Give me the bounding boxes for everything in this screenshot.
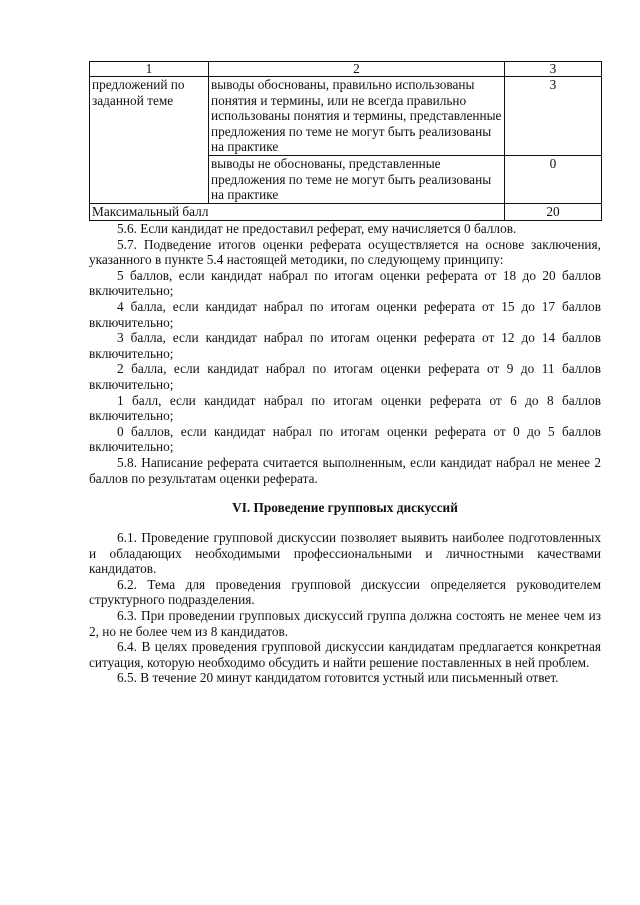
table-header-row: [90, 62, 602, 77]
table-header-cell: 1: [90, 62, 209, 77]
section-6-title-block: [89, 500, 601, 516]
paragraph: 6.5. В течение 20 минут кандидатом готовится устный или письменный ответ.: [117, 670, 559, 686]
table-row: [90, 77, 602, 156]
criterion-cell: предложений по заданной теме: [90, 77, 209, 204]
paragraph: 5.7. Подведение итогов оценки реферата осуществляется на основе заключения, указанного в пункте 5.4 настоящей методики, по следующему принципу:: [89, 236, 601, 268]
table-header-cell: 2: [209, 62, 505, 77]
paragraph: 5.8. Написание реферата считается выполненным, если кандидат набрал не менее 2 баллов по результатам оценки реферата.: [89, 454, 601, 486]
max-score-label: Максимальный балл: [90, 203, 505, 220]
score-table: [89, 61, 602, 221]
paragraph: 6.1. Проведение групповой дискуссии позволяет выявить наиболее подготовленных и обладающих необходимыми профессиональными и личностными качествами кандидатов.: [89, 530, 601, 577]
section-5-text: [89, 221, 601, 486]
max-score-value: 20: [505, 203, 602, 220]
paragraph: 6.3. При проведении групповых дискуссий группа должна состоять не менее чем из 2, но не более чем из 8 кандидатов.: [89, 607, 601, 639]
paragraph: 4 балла, если кандидат набрал по итогам оценки реферата от 15 до 17 баллов включительно;: [89, 298, 601, 330]
description-cell: выводы обоснованы, правильно использованы понятия и термины, или не всегда правильно использованы понятия и термины, представленные предложения по теме не могут быть реализованы на практике: [209, 77, 505, 156]
score-cell: 3: [505, 77, 602, 156]
description-cell: выводы не обоснованы, представленные предложения по теме не могут быть реализованы на практике: [209, 155, 505, 203]
paragraph: 1 балл, если кандидат набрал по итогам оценки реферата от 6 до 8 баллов включительно;: [89, 392, 601, 424]
paragraph: 6.2. Тема для проведения групповой дискуссии определяется руководителем структурного подразделения.: [89, 576, 601, 608]
section-heading: VI. Проведение групповых дискуссий: [232, 500, 458, 515]
score-cell: 0: [505, 155, 602, 203]
paragraph: 2 балла, если кандидат набрал по итогам оценки реферата от 9 до 11 баллов включительно;: [89, 361, 601, 392]
paragraph: 0 баллов, если кандидат набрал по итогам оценки реферата от 0 до 5 баллов включительно;: [89, 423, 601, 455]
paragraph: 6.4. В целях проведения групповой дискуссии кандидатам предлагается конкретная ситуация, которую необходимо обсудить и найти решение поставленных в ней проблем.: [89, 639, 601, 670]
paragraph: 5 баллов, если кандидат набрал по итогам оценки реферата от 18 до 20 баллов включительно;: [89, 267, 601, 299]
table-header-cell: 3: [505, 62, 602, 77]
table-total-row: [90, 203, 602, 220]
paragraph: 5.6. Если кандидат не предоставил реферат, ему начисляется 0 баллов.: [117, 221, 517, 236]
section-6-text: [89, 530, 601, 686]
paragraph: 3 балла, если кандидат набрал по итогам оценки реферата от 12 до 14 баллов включительно;: [89, 330, 601, 361]
